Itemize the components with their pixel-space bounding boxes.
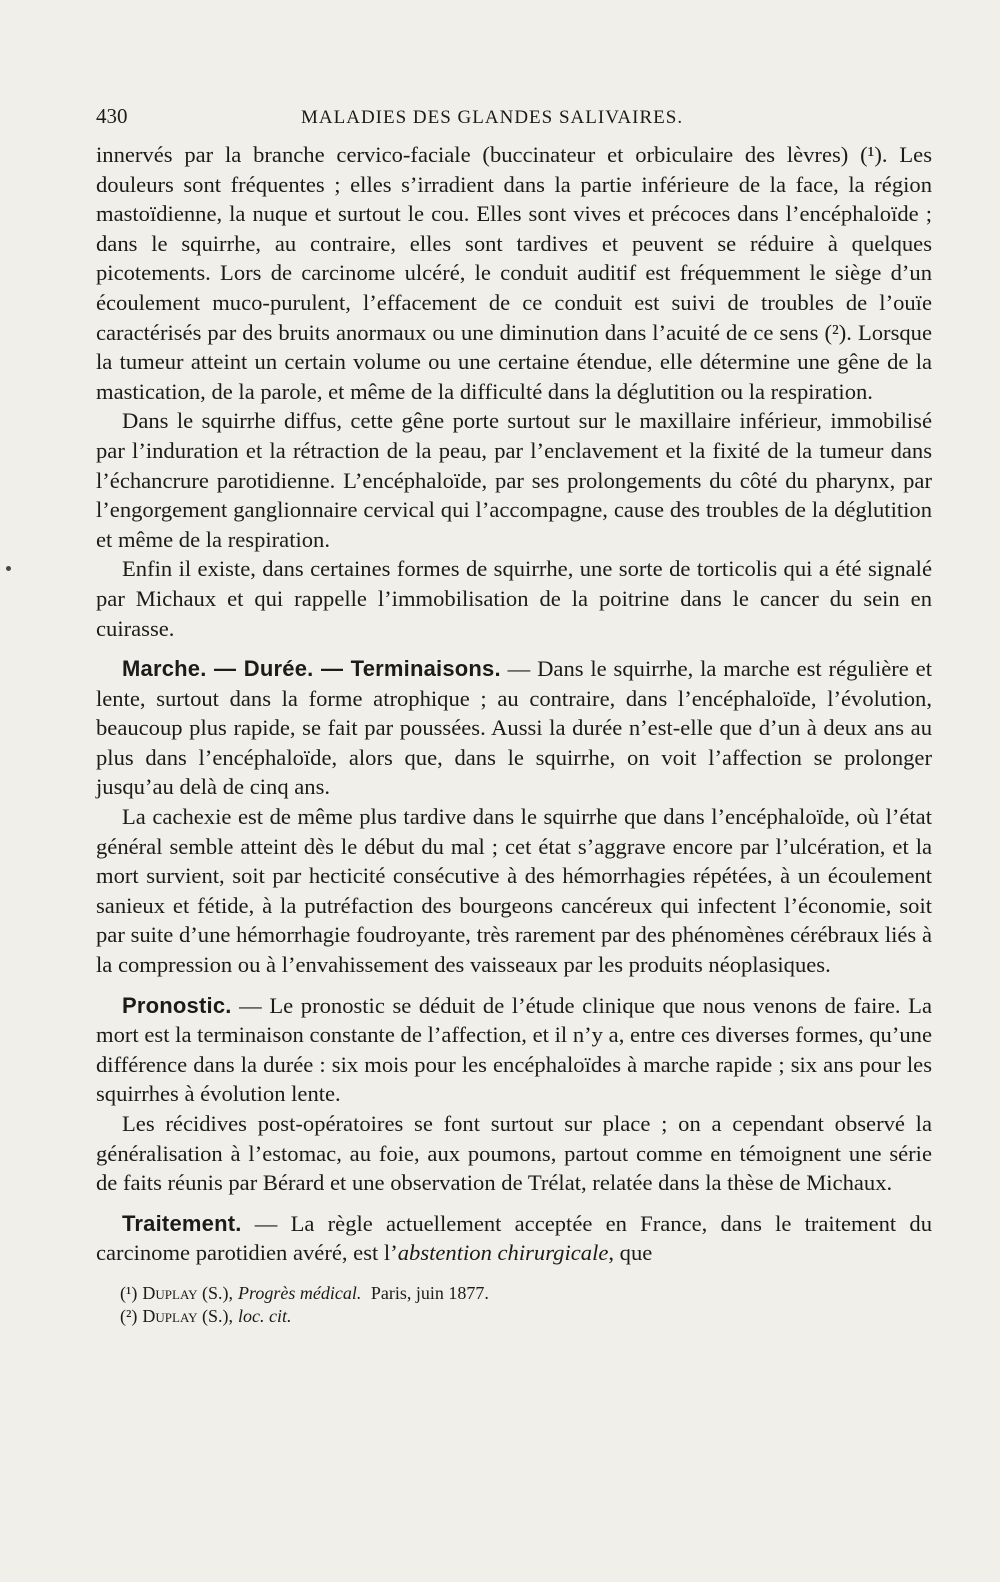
paragraph-squirrhe-diffus: Dans le squirrhe diffus, cette gêne porte surtout sur le maxillaire inférieur, immobilisé par l’induration et la rétraction de la peau, par l’enclavement et la fixité de la tumeur dans l’échancrure parotidienne. L’encéphaloïde, par ses prolongements du côté du pharynx, par l’engorgement ganglionnaire cervical qui l’accompagne, cause des troubles de la déglutition et même de la respiration. (96, 408, 932, 552)
running-title: MALADIES DES GLANDES SALIVAIRES. (301, 107, 684, 128)
footnotes (96, 1282, 932, 1328)
footnote-2 (120, 1305, 932, 1328)
footnote-marker: (²) (120, 1305, 138, 1326)
footnote-author: Duplay (S.), (142, 1282, 234, 1303)
section-heading-marche: Marche. — Durée. — Terminaisons. (122, 656, 501, 682)
footnote-work: loc. cit. (238, 1305, 292, 1326)
section-heading-traitement: Traitement. (122, 1210, 242, 1236)
traitement-text: — La règle actuellement acceptée en France, dans le traitement du carcinome parotidien avéré, est l’ (96, 1210, 932, 1266)
margin-mark (6, 566, 11, 571)
footnote-1 (120, 1282, 932, 1305)
traitement-tail: , que (608, 1240, 653, 1266)
footnote-rest: Paris, juin 1877. (366, 1282, 489, 1303)
paragraph-cachexie: La cachexie est de même plus tardive dans le squirrhe que dans l’encéphaloïde, où l’état général semble atteint dès le début du mal ; cet état s’aggrave encore par l’ulcération, et la mort survient, soit par hecticité consécutive à des hémorrhagies répétées, à un écoulement sanieux et fétide, à la putréfaction des bourgeons cancéreux qui infectent l’économie, soit par suite d’une hémorrhagie foudroyante, très rarement par des phénomènes cérébraux liés à la compression ou à l’envahissement des vaisseaux par les produits néoplasiques. (96, 804, 932, 978)
body-text (96, 140, 932, 1268)
traitement-emphasis: abstention chirurgicale (397, 1240, 609, 1266)
pronostic-text: — Le pronostic se déduit de l’étude clinique que nous venons de faire. La mort est la terminaison constante de l’affection, et il n’y a, entre ces diverses formes, qu’une différence dans la durée : six mois pour les encéphaloïdes à marche rapide ; six ans pour les squirrhes à évolution lente. (96, 992, 932, 1107)
page-number: 430 (96, 104, 128, 128)
paragraph-torticolis: Enfin il existe, dans certaines formes de squirrhe, une sorte de torticolis qui a été signalé par Michaux et qui rappelle l’immobilisation de la poitrine dans le cancer du sein en cuirasse. (96, 556, 932, 641)
running-header (96, 104, 932, 140)
footnote-author: Duplay (S.), (142, 1305, 234, 1326)
paragraph-symptoms: innervés par la branche cervico-faciale (buccinateur et orbiculaire des lèvres) (¹). Les douleurs sont fréquentes ; elles s’irradient dans la partie inférieure de la face, la région mastoïdienne, la nuque et surtout le cou. Elles sont vives et précoces dans l’encéphaloïde ; dans le squirrhe, au contraire, elles sont tardives et peuvent se réduire à quelques picotements. Lors de carcinome ulcéré, le conduit auditif est fréquemment le siège d’un écoulement muco-purulent, l’effacement de ce conduit est suivi de troubles de l’ouïe caractérisés par des bruits anormaux ou une diminution dans l’acuité de ce sens (²). Lorsque la tumeur atteint un certain volume ou une certaine étendue, elle détermine une gêne de la mastication, de la parole, et même de la difficulté dans la déglutition ou la respiration. (96, 142, 932, 404)
footnote-work: Progrès médical. (238, 1282, 362, 1303)
footnote-marker: (¹) (120, 1282, 138, 1303)
marche-text: — Dans le squirrhe, la marche est régulière et lente, surtout dans la forme atrophique ; au contraire, dans l’encéphaloïde, l’évolution, beaucoup plus rapide, se fait par poussées. Aussi la durée n’est-elle que d’un à deux ans au plus dans l’encéphaloïde, alors que, dans le squirrhe, on voit l’affection se prolonger jusqu’au delà de cinq ans. (96, 656, 932, 800)
paragraph-traitement (96, 1209, 932, 1268)
paragraph-marche (96, 654, 932, 802)
paragraph-pronostic (96, 991, 932, 1109)
section-heading-pronostic: Pronostic. (122, 992, 232, 1018)
paragraph-recidives: Les récidives post-opératoires se font surtout sur place ; on a cependant observé la généralisation à l’estomac, au foie, aux poumons, partout comme en témoignent une série de faits réunis par Bérard et une observation de Trélat, relatée dans la thèse de Michaux. (96, 1111, 932, 1196)
